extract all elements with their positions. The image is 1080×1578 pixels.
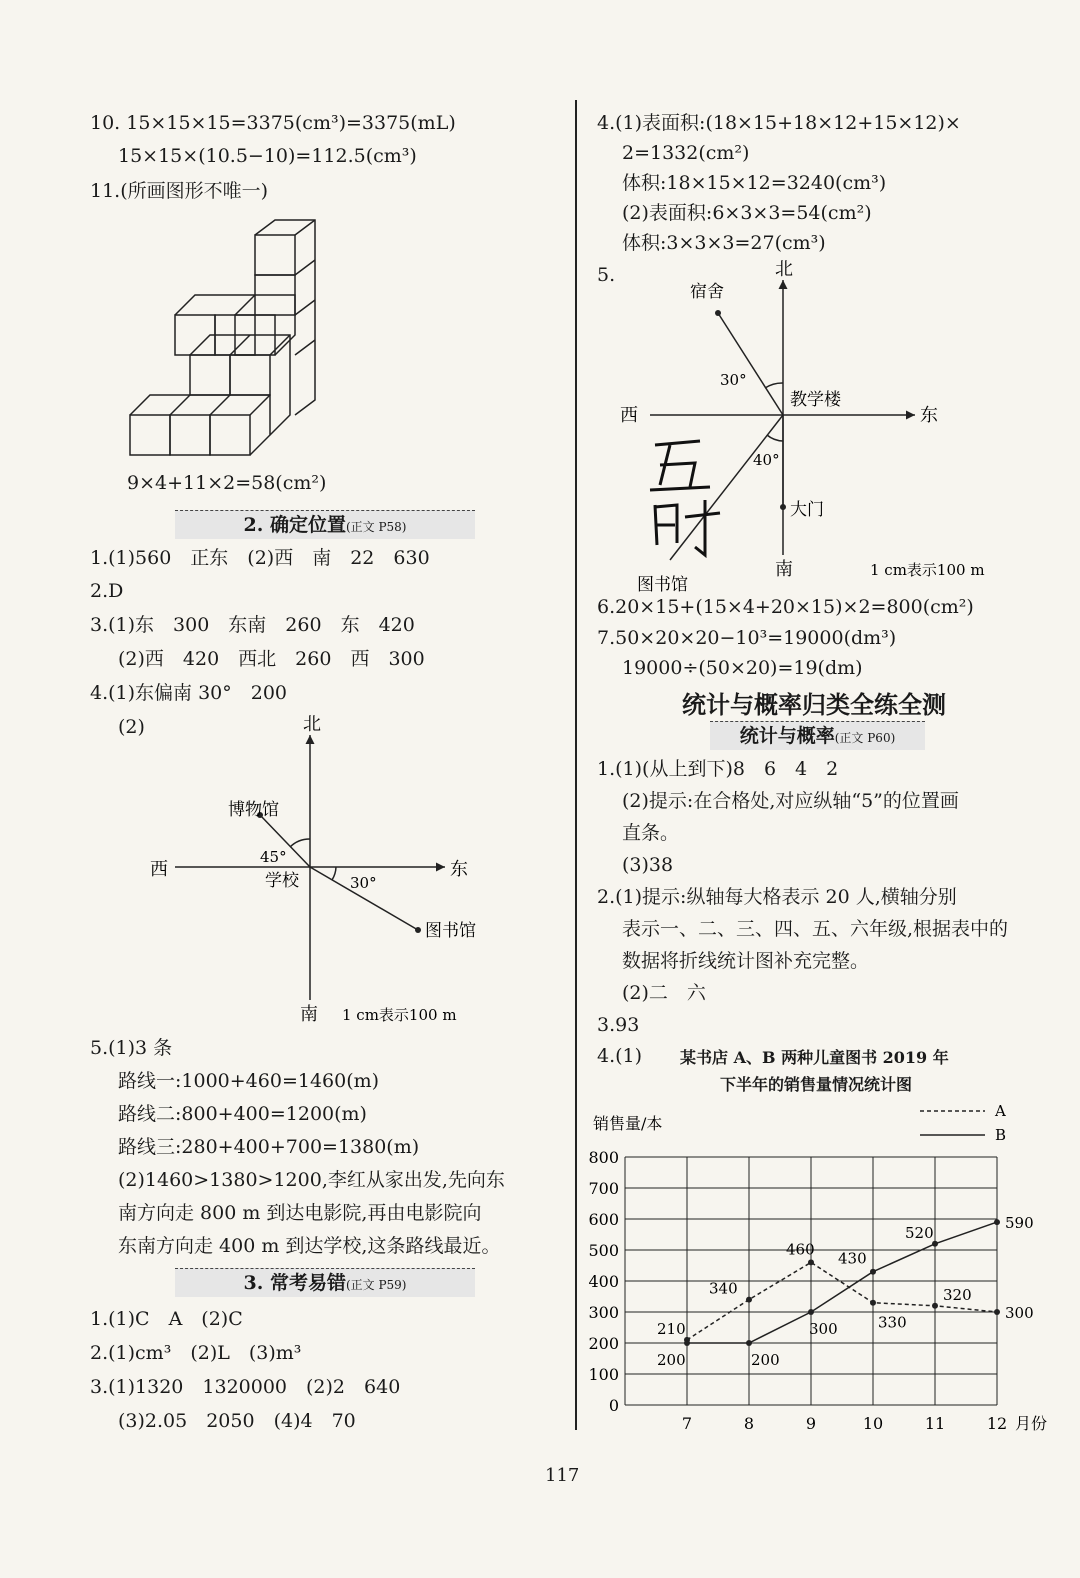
s2-q3-line2: (2)西 420 西北 260 西 300 bbox=[118, 648, 425, 670]
data-label-A: 300 bbox=[1005, 1304, 1034, 1322]
s2-q5-line4: 路线三:280+400+700=1380(m) bbox=[118, 1136, 420, 1158]
data-label-B: 430 bbox=[838, 1249, 867, 1268]
map2-angle40: 40° bbox=[753, 451, 780, 469]
map1-museum: 博物馆 bbox=[228, 800, 279, 820]
stat-q2-line3: 数据将折线统计图补充完整。 bbox=[622, 950, 870, 972]
stat-q2-line4: (2)二 六 bbox=[622, 982, 706, 1004]
data-label-B: 200 bbox=[657, 1351, 686, 1369]
data-label-B: 300 bbox=[809, 1320, 838, 1338]
data-point-B bbox=[808, 1309, 814, 1315]
stat-section-heading: 统计与概率(正文 P60) bbox=[710, 721, 925, 750]
q10-line1: 10. 15×15×15=3375(cm³)=3375(mL) bbox=[90, 112, 456, 134]
map2-dorm: 宿舍 bbox=[690, 282, 724, 302]
q10-line2: 15×15×(10.5−10)=112.5(cm³) bbox=[118, 145, 417, 167]
cube-stack-figure bbox=[125, 215, 325, 465]
s2-q5-line7: 东南方向走 400 m 到达学校,这条路线最近。 bbox=[118, 1235, 501, 1257]
s2-q4-line2: (2) bbox=[118, 716, 145, 738]
map2-south: 南 bbox=[775, 559, 793, 580]
data-point-B bbox=[684, 1340, 690, 1346]
y-tick-label: 0 bbox=[608, 1396, 619, 1415]
s2-q5-line1: 5.(1)3 条 bbox=[90, 1037, 173, 1059]
map2-teaching: 教学楼 bbox=[790, 390, 841, 410]
y-axis-label: 销售量/本 bbox=[593, 1114, 663, 1133]
x-axis-unit: 月份 bbox=[1015, 1414, 1048, 1433]
s2-q1: 1.(1)560 正东 (2)西 南 22 630 bbox=[90, 547, 430, 569]
data-label-A: 340 bbox=[709, 1279, 738, 1298]
data-label-B: 590 bbox=[1005, 1214, 1034, 1233]
map1-library: 图书馆 bbox=[425, 921, 476, 941]
map2-gate: 大门 bbox=[790, 500, 824, 520]
x-tick-label: 9 bbox=[805, 1414, 817, 1433]
data-point-B bbox=[994, 1219, 1000, 1225]
map2-north: 北 bbox=[775, 259, 793, 280]
r-q5-label: 5. bbox=[597, 264, 616, 286]
s3-q1: 1.(1)C A (2)C bbox=[90, 1308, 243, 1330]
y-tick-label: 700 bbox=[588, 1179, 619, 1198]
section-2-heading: 2. 确定位置(正文 P58) bbox=[175, 510, 475, 539]
r-q4-line4: (2)表面积:6×3×3=54(cm²) bbox=[622, 202, 872, 224]
stat-q2-line2: 表示一、二、三、四、五、六年级,根据表中的 bbox=[622, 918, 1009, 940]
s2-q5-line2: 路线一:1000+460=1460(m) bbox=[118, 1070, 380, 1092]
map1-angle45: 45° bbox=[260, 848, 287, 866]
data-label-A: 460 bbox=[786, 1240, 815, 1259]
r-q4-line2: 2=1332(cm²) bbox=[622, 142, 750, 164]
y-tick-label: 200 bbox=[588, 1334, 619, 1353]
sales-line-chart bbox=[585, 1095, 1055, 1440]
stat-q1-line2: (2)提示:在合格处,对应纵轴“5”的位置画 bbox=[622, 790, 959, 812]
handwriting-scribble bbox=[650, 441, 720, 555]
y-tick-label: 400 bbox=[588, 1272, 619, 1291]
data-label-B: 200 bbox=[751, 1351, 780, 1369]
x-tick-label: 10 bbox=[862, 1414, 884, 1433]
s2-q2: 2.D bbox=[90, 580, 124, 602]
map2-angle30: 30° bbox=[720, 371, 747, 389]
data-point-B bbox=[746, 1340, 752, 1346]
x-tick-label: 11 bbox=[924, 1414, 946, 1433]
s2-q4-line1: 4.(1)东偏南 30° 200 bbox=[90, 682, 288, 704]
section-3-heading: 3. 常考易错(正文 P59) bbox=[175, 1268, 475, 1297]
r-q4-line5: 体积:3×3×3=27(cm³) bbox=[622, 232, 826, 254]
map1-east: 东 bbox=[450, 859, 468, 880]
s3-q3-line2: (3)2.05 2050 (4)4 70 bbox=[118, 1410, 356, 1432]
x-tick-label: 12 bbox=[986, 1414, 1008, 1433]
legend-label-B: B bbox=[995, 1126, 1007, 1144]
r-q7-line2: 19000÷(50×20)=19(dm) bbox=[622, 657, 863, 679]
x-tick-label: 7 bbox=[681, 1414, 693, 1433]
data-label-B: 520 bbox=[905, 1223, 934, 1242]
s3-q2: 2.(1)cm³ (2)L (3)m³ bbox=[90, 1342, 302, 1364]
map1-scale: 1 cm表示100 m bbox=[342, 1006, 457, 1024]
r-q4-line1: 4.(1)表面积:(18×15+18×12+15×12)× bbox=[597, 112, 961, 134]
r-q7-line1: 7.50×20×20−10³=19000(dm³) bbox=[597, 627, 897, 649]
r-q4-line3: 体积:18×15×12=3240(cm³) bbox=[622, 172, 887, 194]
q11-line: 11.(所画图形不唯一) bbox=[90, 180, 269, 202]
s2-q3-line1: 3.(1)东 300 东南 260 东 420 bbox=[90, 614, 415, 636]
data-label-A: 210 bbox=[657, 1319, 686, 1338]
data-label-A: 330 bbox=[878, 1313, 907, 1332]
stat-q3: 3.93 bbox=[597, 1014, 640, 1036]
big-title: 统计与概率归类全练全测 bbox=[682, 690, 946, 719]
map2-west: 西 bbox=[620, 405, 638, 426]
s2-q5-line3: 路线二:800+400=1200(m) bbox=[118, 1103, 367, 1125]
page-number: 117 bbox=[545, 1465, 580, 1486]
stat-q1-line1: 1.(1)(从上到下)8 6 4 2 bbox=[597, 758, 839, 780]
data-point-A bbox=[994, 1309, 1000, 1315]
direction-map-school bbox=[140, 710, 500, 1030]
r-q6: 6.20×15+(15×4+20×15)×2=800(cm²) bbox=[597, 596, 974, 618]
y-tick-label: 800 bbox=[588, 1148, 619, 1167]
q11-answer: 9×4+11×2=58(cm²) bbox=[127, 472, 327, 494]
data-point-A bbox=[932, 1303, 938, 1309]
data-point-A bbox=[870, 1300, 876, 1306]
data-label-A: 320 bbox=[943, 1285, 972, 1304]
map1-school: 学校 bbox=[265, 871, 299, 891]
map1-west: 西 bbox=[150, 859, 168, 880]
chart-title-line2: 下半年的销售量情况统计图 bbox=[720, 1075, 913, 1094]
chart-title-line1: 某书店 A、B 两种儿童图书 2019 年 bbox=[680, 1048, 949, 1067]
map1-angle30: 30° bbox=[350, 874, 377, 892]
map1-north: 北 bbox=[303, 714, 321, 735]
s2-q5-line6: 南方向走 800 m 到达电影院,再由电影院向 bbox=[118, 1202, 482, 1224]
s2-q5-line5: (2)1460>1380>1200,李红从家出发,先向东 bbox=[118, 1169, 505, 1191]
data-point-A bbox=[808, 1259, 814, 1265]
stat-q1-line3: 直条。 bbox=[622, 822, 680, 844]
s3-q3-line1: 3.(1)1320 1320000 (2)2 640 bbox=[90, 1376, 401, 1398]
y-tick-label: 300 bbox=[588, 1303, 619, 1322]
direction-map-campus bbox=[615, 255, 1035, 600]
map2-library: 图书馆 bbox=[637, 575, 688, 595]
y-tick-label: 100 bbox=[588, 1365, 619, 1384]
column-divider bbox=[575, 100, 577, 1430]
x-tick-label: 8 bbox=[743, 1414, 755, 1433]
y-tick-label: 500 bbox=[588, 1241, 619, 1260]
stat-q2-line1: 2.(1)提示:纵轴每大格表示 20 人,横轴分别 bbox=[597, 886, 957, 908]
map1-south: 南 bbox=[300, 1004, 318, 1025]
stat-q4-label: 4.(1) bbox=[597, 1045, 643, 1067]
map2-east: 东 bbox=[920, 405, 938, 426]
data-point-B bbox=[870, 1269, 876, 1275]
y-tick-label: 600 bbox=[588, 1210, 619, 1229]
legend-label-A: A bbox=[995, 1102, 1006, 1120]
stat-q1-line4: (3)38 bbox=[622, 854, 674, 876]
data-point-A bbox=[746, 1297, 752, 1303]
map2-scale: 1 cm表示100 m bbox=[870, 561, 985, 579]
